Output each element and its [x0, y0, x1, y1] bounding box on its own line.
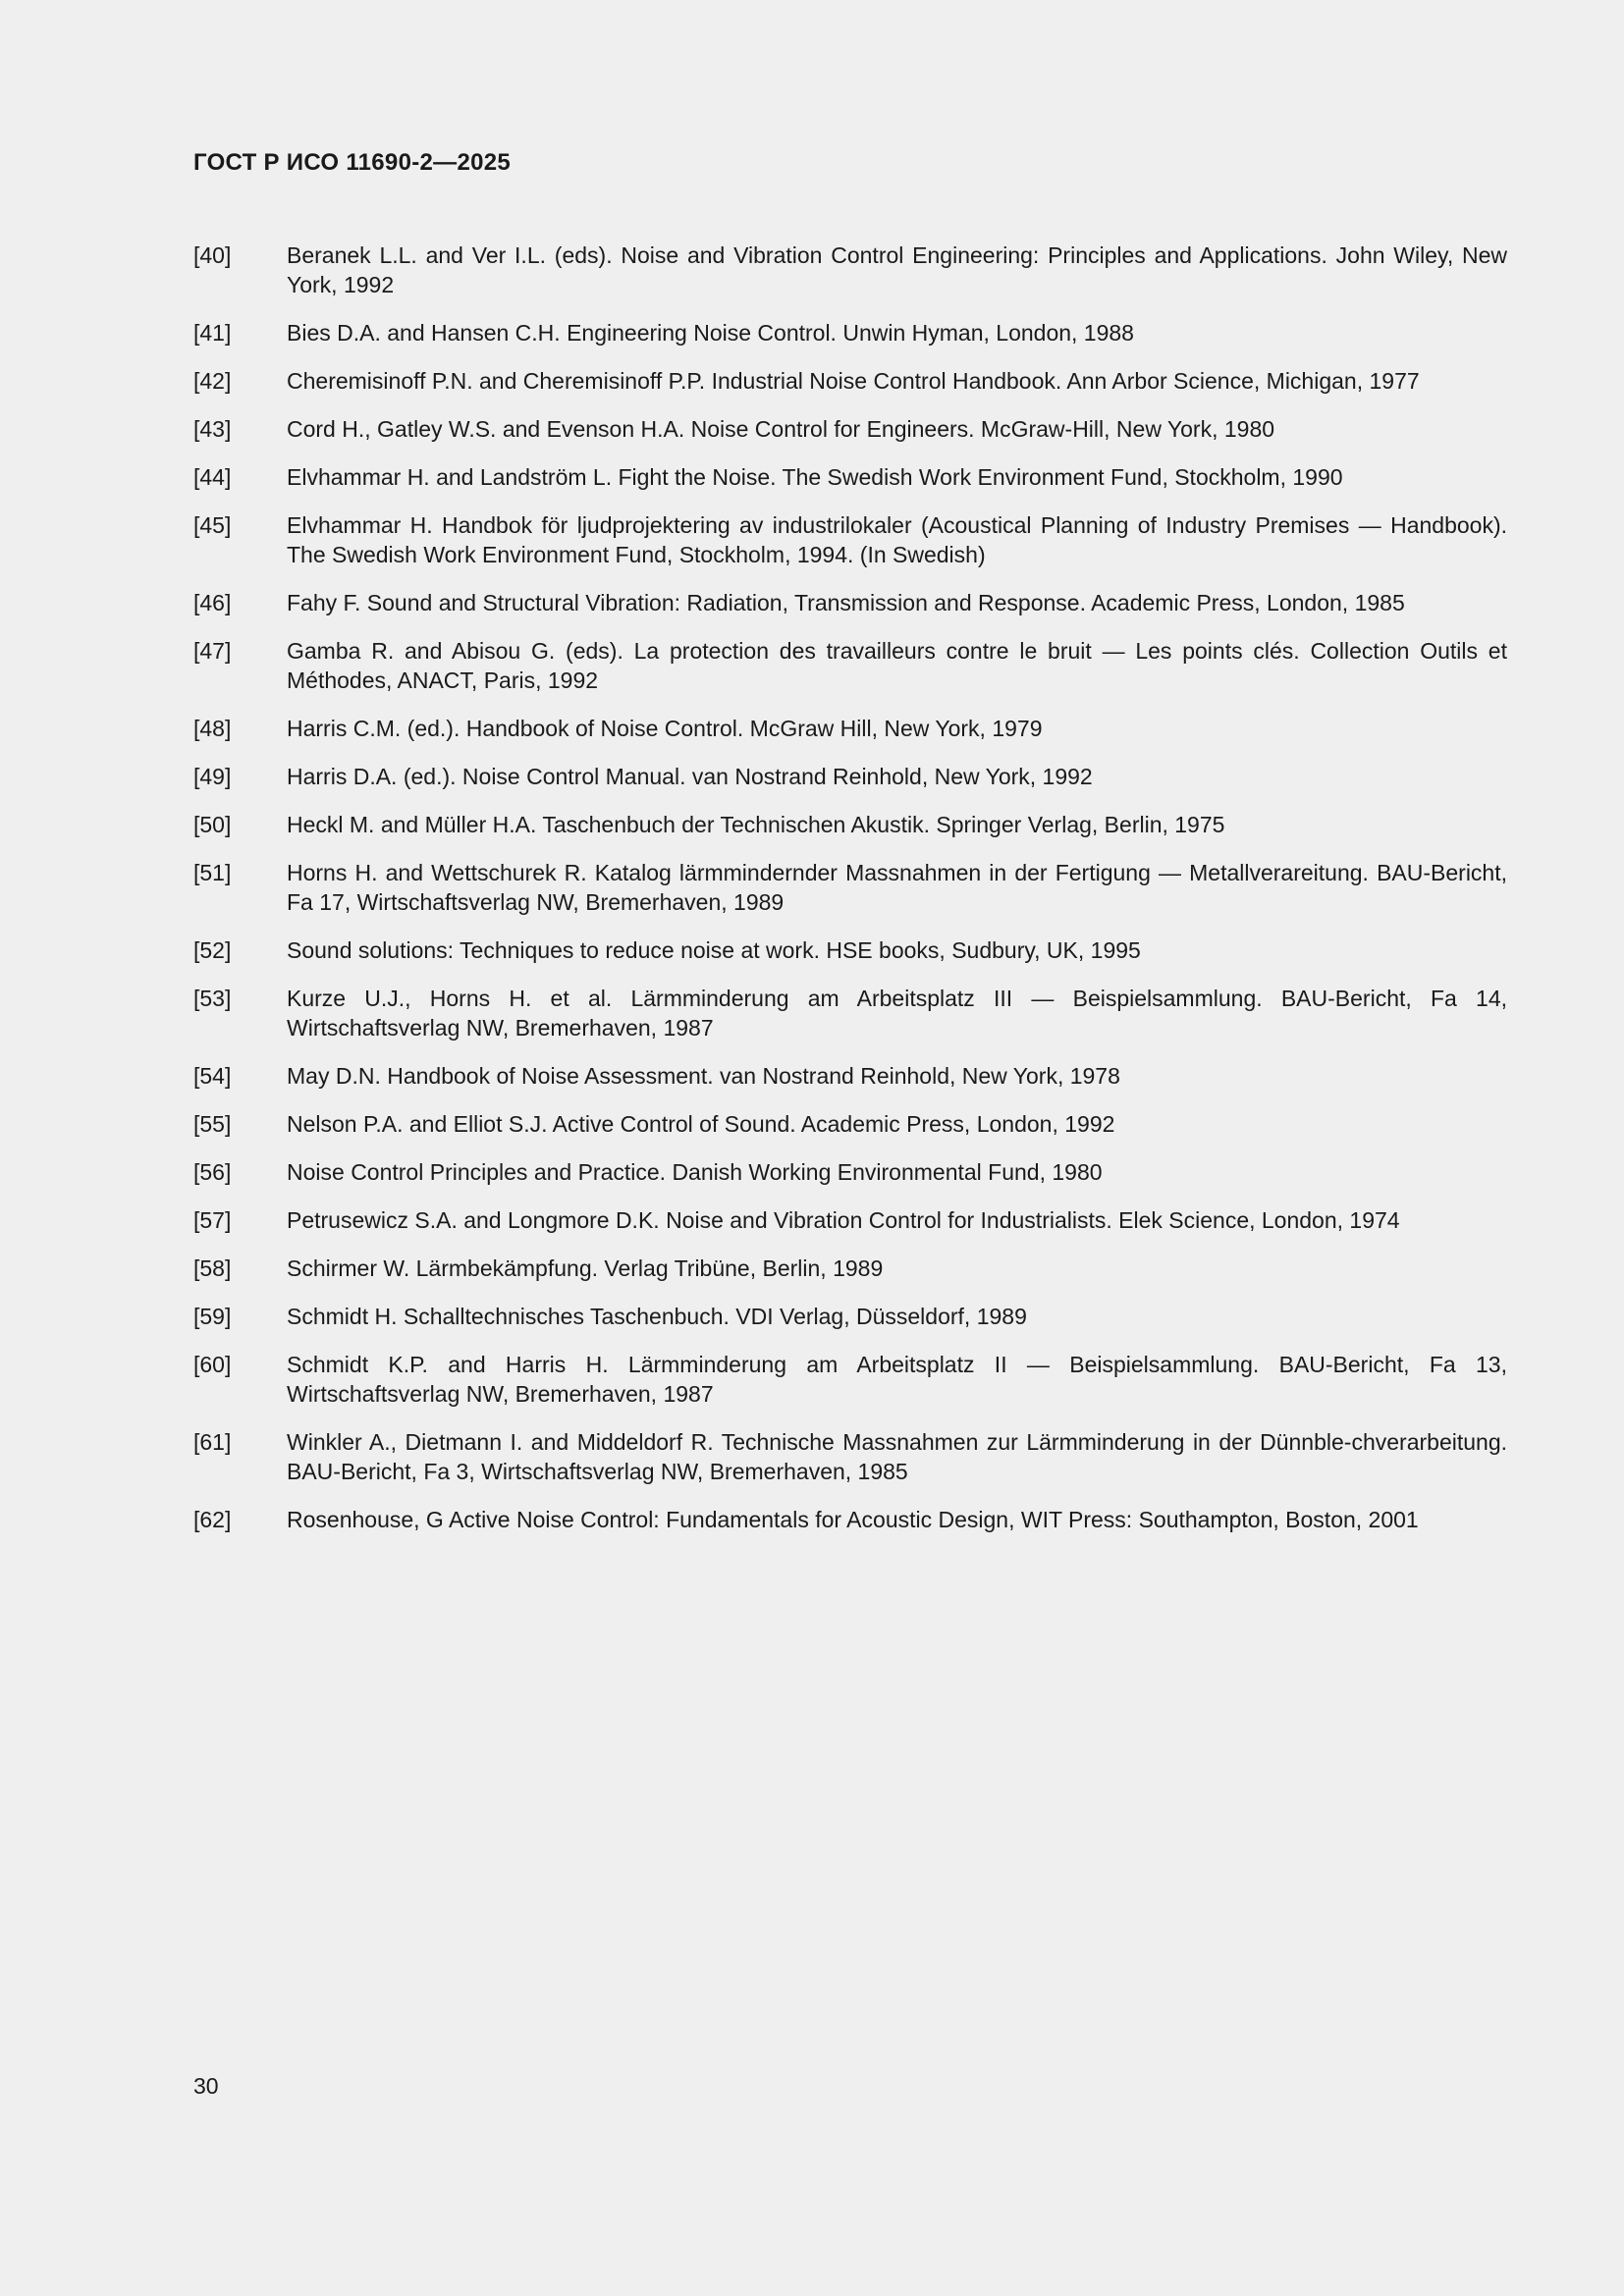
- reference-number: [62]: [193, 1507, 232, 1532]
- reference-item: [193, 1061, 1507, 1091]
- reference-item: [193, 366, 1507, 396]
- reference-number: [60]: [193, 1352, 232, 1377]
- reference-text: Noise Control Principles and Practice. Danish Working Environmental Fund, 1980: [287, 1159, 1103, 1185]
- bibliography-list: [193, 240, 1507, 1553]
- reference-text: May D.N. Handbook of Noise Assessment. van Nostrand Reinhold, New York, 1978: [287, 1063, 1120, 1089]
- reference-text: Nelson P.A. and Elliot S.J. Active Control of Sound. Academic Press, London, 1992: [287, 1111, 1115, 1137]
- reference-text: Beranek L.L. and Ver I.L. (eds). Noise and Vibration Control Engineering: Principles and Applications. John Wiley, New York, 1992: [287, 242, 1507, 297]
- reference-number: [40]: [193, 242, 232, 268]
- reference-number: [58]: [193, 1255, 232, 1281]
- reference-item: [193, 1109, 1507, 1139]
- reference-number: [46]: [193, 590, 232, 615]
- reference-text: Kurze U.J., Horns H. et al. Lärmminderung am Arbeitsplatz III — Beispielsammlung. BAU-Bericht, Fa 14, Wirtschaftsverlag NW, Bremerhaven, 1987: [287, 986, 1507, 1041]
- reference-number: [45]: [193, 512, 232, 538]
- reference-item: [193, 1157, 1507, 1187]
- reference-item: [193, 1302, 1507, 1331]
- reference-item: [193, 1427, 1507, 1486]
- reference-number: [43]: [193, 416, 232, 442]
- reference-item: [193, 240, 1507, 299]
- reference-text: Horns H. and Wettschurek R. Katalog lärmmindernder Massnahmen in der Fertigung — Metallverareitung. BAU-Bericht, Fa 17, Wirtschaftsverlag NW, Bremerhaven, 1989: [287, 860, 1507, 915]
- reference-item: [193, 1350, 1507, 1409]
- reference-text: Cord H., Gatley W.S. and Evenson H.A. Noise Control for Engineers. McGraw-Hill, New York, 1980: [287, 416, 1275, 442]
- reference-item: [193, 414, 1507, 444]
- reference-item: [193, 588, 1507, 617]
- page-number: 30: [193, 2073, 219, 2099]
- reference-text: Winkler A., Dietmann I. and Middeldorf R. Technische Massnahmen zur Lärmminderung in der Dünnble-chverarbeitung. BAU-Bericht, Fa 3, Wirtschaftsverlag NW, Bremerhaven, 1985: [287, 1429, 1507, 1484]
- reference-text: Elvhammar H. Handbok för ljudprojektering av industrilokaler (Acoustical Planning of Industry Premises — Handbook). The Swedish Work Environment Fund, Stockholm, 1994. (In Swedish): [287, 512, 1507, 567]
- reference-item: [193, 935, 1507, 965]
- reference-number: [42]: [193, 368, 232, 394]
- reference-item: [193, 1205, 1507, 1235]
- reference-number: [41]: [193, 320, 232, 346]
- reference-number: [57]: [193, 1207, 232, 1233]
- reference-text: Bies D.A. and Hansen C.H. Engineering Noise Control. Unwin Hyman, London, 1988: [287, 320, 1134, 346]
- reference-number: [61]: [193, 1429, 232, 1455]
- reference-item: [193, 1254, 1507, 1283]
- reference-item: [193, 810, 1507, 839]
- reference-item: [193, 636, 1507, 695]
- reference-text: Petrusewicz S.A. and Longmore D.K. Noise and Vibration Control for Industrialists. Elek Science, London, 1974: [287, 1207, 1400, 1233]
- reference-number: [54]: [193, 1063, 232, 1089]
- reference-number: [49]: [193, 764, 232, 789]
- reference-number: [48]: [193, 716, 232, 741]
- reference-number: [52]: [193, 937, 232, 963]
- reference-item: [193, 510, 1507, 569]
- reference-text: Elvhammar H. and Landström L. Fight the Noise. The Swedish Work Environment Fund, Stockholm, 1990: [287, 464, 1343, 490]
- reference-number: [53]: [193, 986, 232, 1011]
- reference-text: Schmidt H. Schalltechnisches Taschenbuch. VDI Verlag, Düsseldorf, 1989: [287, 1304, 1027, 1329]
- reference-text: Fahy F. Sound and Structural Vibration: Radiation, Transmission and Response. Academic Press, London, 1985: [287, 590, 1405, 615]
- reference-number: [50]: [193, 812, 232, 837]
- reference-item: [193, 714, 1507, 743]
- reference-text: Harris D.A. (ed.). Noise Control Manual. van Nostrand Reinhold, New York, 1992: [287, 764, 1093, 789]
- reference-number: [51]: [193, 860, 232, 885]
- reference-item: [193, 1505, 1507, 1534]
- reference-text: Cheremisinoff P.N. and Cheremisinoff P.P. Industrial Noise Control Handbook. Ann Arbor Science, Michigan, 1977: [287, 368, 1420, 394]
- reference-item: [193, 984, 1507, 1042]
- reference-item: [193, 318, 1507, 347]
- reference-text: Harris C.M. (ed.). Handbook of Noise Control. McGraw Hill, New York, 1979: [287, 716, 1043, 741]
- reference-text: Sound solutions: Techniques to reduce noise at work. HSE books, Sudbury, UK, 1995: [287, 937, 1141, 963]
- reference-text: Heckl M. and Müller H.A. Taschenbuch der Technischen Akustik. Springer Verlag, Berlin, 1975: [287, 812, 1225, 837]
- reference-number: [47]: [193, 638, 232, 664]
- reference-number: [44]: [193, 464, 232, 490]
- reference-item: [193, 762, 1507, 791]
- reference-text: Gamba R. and Abisou G. (eds). La protection des travailleurs contre le bruit — Les points clés. Collection Outils et Méthodes, ANACT, Paris, 1992: [287, 638, 1507, 693]
- reference-item: [193, 462, 1507, 492]
- reference-text: Schirmer W. Lärmbekämpfung. Verlag Tribüne, Berlin, 1989: [287, 1255, 884, 1281]
- reference-number: [56]: [193, 1159, 232, 1185]
- reference-number: [55]: [193, 1111, 232, 1137]
- reference-text: Rosenhouse, G Active Noise Control: Fundamentals for Acoustic Design, WIT Press: Southampton, Boston, 2001: [287, 1507, 1419, 1532]
- reference-text: Schmidt K.P. and Harris H. Lärmminderung am Arbeitsplatz II — Beispielsammlung. BAU-Bericht, Fa 13, Wirtschaftsverlag NW, Bremerhaven, 1987: [287, 1352, 1507, 1407]
- page-title: ГОСТ Р ИСО 11690-2—2025: [193, 149, 512, 176]
- reference-number: [59]: [193, 1304, 232, 1329]
- reference-item: [193, 858, 1507, 917]
